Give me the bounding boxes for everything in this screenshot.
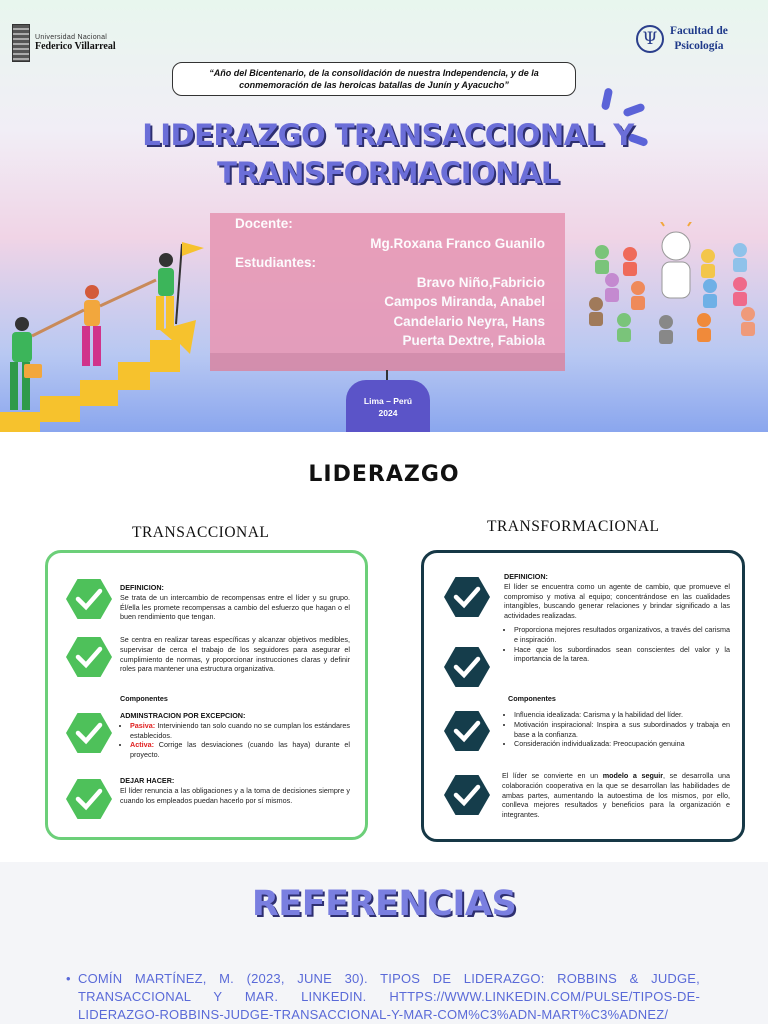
student-2: Campos Miranda, Anabel bbox=[384, 294, 545, 309]
university-logo bbox=[12, 24, 116, 62]
location-year: 2024 bbox=[378, 408, 398, 418]
university-crest-icon bbox=[12, 24, 30, 62]
cover-section bbox=[0, 0, 768, 432]
leadership-section bbox=[0, 432, 768, 862]
section-heading: LIDERAZGO bbox=[308, 462, 460, 487]
title-line2: TRANSFORMACIONAL bbox=[217, 156, 559, 190]
check-hex-icon bbox=[66, 637, 112, 677]
faculty-line1: Facultad de bbox=[670, 25, 728, 37]
info-box-strip bbox=[210, 353, 565, 371]
psi-icon: Ψ bbox=[636, 25, 664, 53]
reference-item: • COMÍN MARTÍNEZ, M. (2023, JUNE 30). TIPOS DE LIDERAZGO: ROBBINS & JUDGE, TRANSACCIONAL Y MAR. LINKEDIN. HTTPS://WWW.LINKEDIN.COM/PULSE/TIPOS-DE-LIDERAZGO-ROBBINS-JUDGE-TRANSACCIONAL-Y-MAR-COM%C3%ADN-MART%C3%ADNEZ/ bbox=[78, 970, 700, 1024]
check-hex-icon bbox=[444, 775, 490, 815]
check-hex-icon bbox=[66, 579, 112, 619]
transaccional-laissez bbox=[120, 776, 350, 805]
page-title bbox=[100, 116, 676, 192]
transformacional-definition bbox=[504, 572, 730, 664]
activa-item: • Activa: Corrige las desviaciones (cuando las haya) durante el proyecto. bbox=[130, 740, 350, 760]
transaccional-components bbox=[120, 694, 350, 704]
laissez-title: DEJAR HACER: bbox=[120, 776, 175, 785]
team-people-illustration bbox=[580, 222, 768, 352]
references-section bbox=[0, 862, 768, 1024]
student-1: Bravo Niño,Fabricio bbox=[416, 275, 545, 290]
university-line1: Universidad Nacional bbox=[35, 34, 108, 41]
definition-title: DEFINICION: bbox=[120, 583, 164, 592]
climbing-team-illustration bbox=[0, 236, 210, 432]
transformacional-components bbox=[504, 710, 730, 749]
transaccional-tasks bbox=[120, 635, 350, 674]
title-line1: LIDERAZGO TRANSACCIONAL Y bbox=[142, 118, 634, 152]
faculty-line2: Psicología bbox=[674, 40, 724, 52]
definition-text: Se trata de un intercambio de recompensas entre el líder y su grupo. Él/ella les promete recompensas a cambio del esfuerzo que hagan o el buen rendimiento que tengan. bbox=[120, 592, 350, 622]
components-title: Componentes bbox=[120, 694, 168, 703]
check-hex-icon bbox=[444, 577, 490, 617]
transformacional-components-title: Componentes bbox=[508, 694, 556, 703]
student-4: Puerta Dextre, Fabiola bbox=[402, 333, 545, 348]
faculty-logo bbox=[636, 24, 728, 54]
transaccional-exception bbox=[120, 711, 350, 760]
pasiva-item: • Pasiva: Interviniendo tan solo cuando no se cumplan los estándares establecidos. bbox=[130, 721, 350, 741]
transformacional-card bbox=[421, 550, 745, 842]
check-hex-icon bbox=[444, 647, 490, 687]
info-box bbox=[210, 213, 565, 371]
location-city: Lima – Perú bbox=[363, 396, 413, 406]
transformacional-closing: El líder se convierte en un modelo a seguir, se desarrolla una colaboración cooperativa en la que se desarrollan las habilidades de ambas partes, aumentando la autoestima de los mismos, por ello, conlleva mejores resultados y beneficios para la organización e integrantes. bbox=[502, 771, 730, 820]
transaccional-heading: TRANSACCIONAL bbox=[132, 524, 270, 541]
check-hex-icon bbox=[66, 779, 112, 819]
docente-name: Mg.Roxana Franco Guanilo bbox=[370, 236, 545, 251]
definition-text: El líder se encuentra como un agente de cambio, que promueve el compromiso y motiva al equipo; concentrándose en las cualidades intangibles, buscando generar relaciones y brindar significado a las actividades realizadas. bbox=[504, 581, 730, 621]
component-item: • Motivación inspiracional: Inspira a sus subordinados y trabaja en base a la confianza. bbox=[514, 720, 730, 740]
transformacional-heading: TRANSFORMACIONAL bbox=[487, 518, 660, 535]
component-item: • Influencia idealizada: Carisma y la habilidad del líder. bbox=[514, 710, 730, 720]
transformacional-bullet: • Hace que los subordinados sean conscientes del valor y la importancia de la tarea. bbox=[514, 645, 730, 665]
transaccional-definition bbox=[120, 583, 350, 622]
check-hex-icon bbox=[66, 713, 112, 753]
definition-title: DEFINICION: bbox=[504, 572, 548, 581]
docente-label: Docente: bbox=[235, 216, 293, 231]
tasks-text: Se centra en realizar tareas específicas y alcanzar objetivos medibles, supervisar de cerca el trabajo de los seguidores para asegurar el cumplimiento de normas, y proporcionar instrucciones claras y definir roles para mantener una estructura organizativa. bbox=[120, 635, 350, 674]
check-hex-icon bbox=[444, 711, 490, 751]
references-heading: REFERENCIAS bbox=[251, 884, 517, 924]
component-item: • Consideración individualizada: Preocupación genuina bbox=[514, 739, 730, 749]
estudiantes-label: Estudiantes: bbox=[235, 255, 317, 270]
transformacional-bullet: • Proporciona mejores resultados organizativos, a través del carisma e inspiración. bbox=[514, 625, 730, 645]
year-quote: “Año del Bicentenario, de la consolidación de nuestra Independencia, y de la conmemoración de las heroicas batallas de Junín y Ayacucho” bbox=[172, 62, 576, 96]
university-line2: Federico Villarreal bbox=[35, 41, 116, 52]
transaccional-card bbox=[45, 550, 368, 840]
location-badge bbox=[346, 380, 430, 432]
decor-pill bbox=[601, 87, 613, 110]
laissez-text: El líder renuncia a las obligaciones y a la toma de decisiones siempre y cuando los empleados puedan hacerlo por sí mismos. bbox=[120, 785, 350, 805]
exception-title: ADMINSTRACION POR EXCEPCION: bbox=[120, 711, 246, 720]
student-3: Candelario Neyra, Hans bbox=[393, 314, 545, 329]
